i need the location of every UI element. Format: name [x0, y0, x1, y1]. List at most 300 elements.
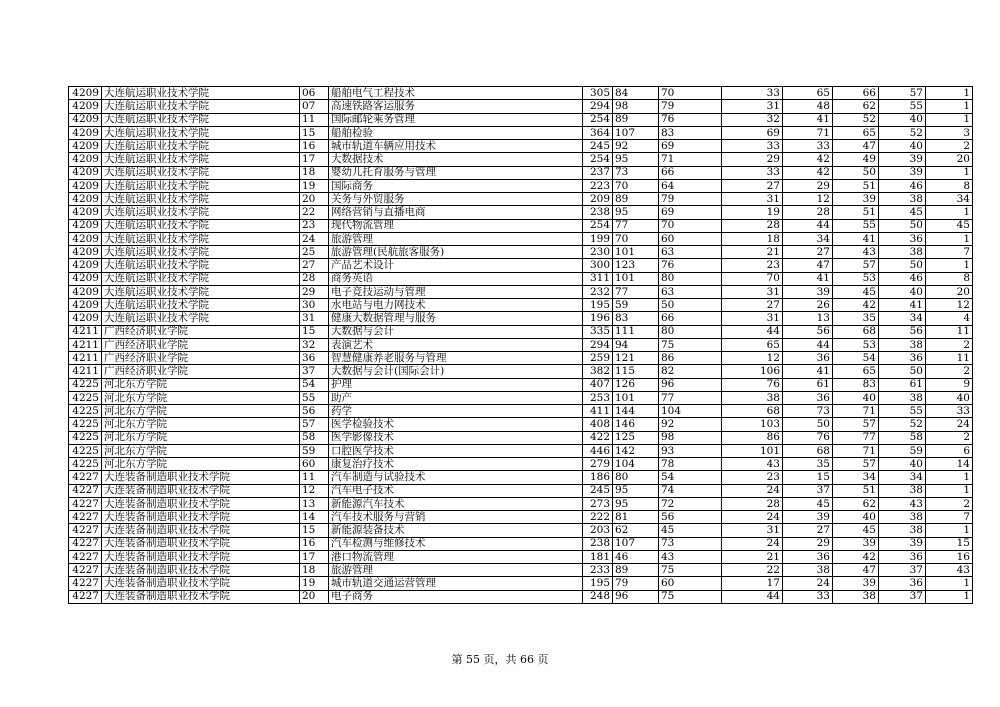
value-cell: 76: [659, 259, 722, 272]
value-cell: 96: [659, 378, 722, 391]
value-cell: 61: [783, 378, 833, 391]
major-code-cell: 23: [300, 219, 329, 232]
table-row: [69, 378, 973, 391]
major-code-cell: 36: [300, 352, 329, 365]
value-cell: 125: [613, 431, 659, 444]
value-cell: 1: [926, 471, 973, 484]
value-cell: 36: [879, 232, 926, 245]
major-code-cell: 12: [300, 484, 329, 497]
value-cell: 50: [783, 418, 833, 431]
value-cell: 28: [722, 497, 783, 510]
value-cell: 2: [926, 365, 973, 378]
major-code-cell: 20: [300, 590, 329, 603]
major-name-cell: 智慧健康养老服务与管理: [329, 352, 583, 365]
school-name-cell: 大连航运职业技术学院: [102, 259, 300, 272]
value-cell: 46: [879, 179, 926, 192]
school-name-cell: 大连装备制造职业技术学院: [102, 577, 300, 590]
value-cell: 31: [722, 312, 783, 325]
school-code-cell: 4209: [69, 126, 102, 139]
value-cell: 38: [879, 484, 926, 497]
value-cell: 38: [879, 246, 926, 259]
school-name-cell: 广西经济职业学院: [102, 352, 300, 365]
value-cell: 52: [833, 113, 879, 126]
school-code-cell: 4209: [69, 312, 102, 325]
value-cell: 3: [926, 126, 973, 139]
table-row: [69, 458, 973, 471]
value-cell: 196: [583, 312, 613, 325]
table-body: [69, 87, 973, 604]
value-cell: 181: [583, 550, 613, 563]
value-cell: 233: [583, 564, 613, 577]
table-row: [69, 511, 973, 524]
school-code-cell: 4211: [69, 352, 102, 365]
value-cell: 40: [879, 113, 926, 126]
value-cell: 59: [613, 299, 659, 312]
value-cell: 24: [722, 484, 783, 497]
value-cell: 9: [926, 378, 973, 391]
value-cell: 254: [583, 219, 613, 232]
value-cell: 31: [722, 285, 783, 298]
value-cell: 77: [833, 431, 879, 444]
table-row: [69, 524, 973, 537]
value-cell: 58: [879, 431, 926, 444]
value-cell: 89: [613, 564, 659, 577]
value-cell: 93: [659, 444, 722, 457]
school-code-cell: 4209: [69, 193, 102, 206]
value-cell: 70: [659, 87, 722, 100]
value-cell: 41: [783, 272, 833, 285]
school-code-cell: 4209: [69, 153, 102, 166]
school-name-cell: 大连航运职业技术学院: [102, 206, 300, 219]
major-code-cell: 29: [300, 285, 329, 298]
table-row: [69, 140, 973, 153]
value-cell: 66: [659, 166, 722, 179]
school-code-cell: 4227: [69, 484, 102, 497]
value-cell: 1: [926, 259, 973, 272]
value-cell: 45: [833, 524, 879, 537]
value-cell: 65: [833, 365, 879, 378]
major-code-cell: 24: [300, 232, 329, 245]
value-cell: 38: [833, 590, 879, 603]
value-cell: 55: [879, 100, 926, 113]
value-cell: 62: [833, 497, 879, 510]
major-code-cell: 59: [300, 444, 329, 457]
school-code-cell: 4225: [69, 405, 102, 418]
major-name-cell: 国际商务: [329, 179, 583, 192]
school-code-cell: 4225: [69, 431, 102, 444]
value-cell: 98: [613, 100, 659, 113]
value-cell: 65: [783, 87, 833, 100]
value-cell: 34: [879, 312, 926, 325]
value-cell: 39: [783, 511, 833, 524]
school-code-cell: 4209: [69, 299, 102, 312]
value-cell: 51: [833, 179, 879, 192]
major-name-cell: 产品艺术设计: [329, 259, 583, 272]
school-code-cell: 4209: [69, 272, 102, 285]
value-cell: 98: [659, 431, 722, 444]
value-cell: 238: [583, 537, 613, 550]
school-name-cell: 大连航运职业技术学院: [102, 179, 300, 192]
value-cell: 12: [783, 193, 833, 206]
value-cell: 95: [613, 206, 659, 219]
value-cell: 68: [833, 325, 879, 338]
page-footer: 第 55 页，共 66 页: [451, 653, 549, 666]
value-cell: 86: [722, 431, 783, 444]
value-cell: 33: [783, 140, 833, 153]
value-cell: 24: [722, 537, 783, 550]
table-row: [69, 272, 973, 285]
major-code-cell: 15: [300, 325, 329, 338]
value-cell: 40: [879, 285, 926, 298]
value-cell: 52: [879, 126, 926, 139]
major-name-cell: 助产: [329, 391, 583, 404]
value-cell: 49: [833, 153, 879, 166]
value-cell: 254: [583, 153, 613, 166]
major-code-cell: 11: [300, 471, 329, 484]
table-row: [69, 87, 973, 100]
school-code-cell: 4227: [69, 577, 102, 590]
value-cell: 36: [783, 352, 833, 365]
value-cell: 73: [613, 166, 659, 179]
school-code-cell: 4227: [69, 471, 102, 484]
value-cell: 38: [879, 193, 926, 206]
major-code-cell: 31: [300, 312, 329, 325]
value-cell: 29: [783, 537, 833, 550]
value-cell: 144: [613, 405, 659, 418]
value-cell: 63: [659, 285, 722, 298]
value-cell: 92: [613, 140, 659, 153]
admission-score-table: [68, 86, 973, 604]
value-cell: 50: [879, 219, 926, 232]
school-name-cell: 大连航运职业技术学院: [102, 219, 300, 232]
value-cell: 89: [613, 193, 659, 206]
value-cell: 8: [926, 272, 973, 285]
admission-score-table-container: [68, 86, 973, 604]
major-name-cell: 旅游管理: [329, 232, 583, 245]
value-cell: 34: [833, 471, 879, 484]
value-cell: 33: [722, 166, 783, 179]
value-cell: 46: [879, 272, 926, 285]
value-cell: 54: [659, 471, 722, 484]
value-cell: 15: [926, 537, 973, 550]
value-cell: 44: [783, 219, 833, 232]
value-cell: 115: [613, 365, 659, 378]
value-cell: 53: [833, 338, 879, 351]
value-cell: 186: [583, 471, 613, 484]
value-cell: 57: [833, 418, 879, 431]
major-name-cell: 大数据技术: [329, 153, 583, 166]
value-cell: 40: [926, 391, 973, 404]
table-row: [69, 590, 973, 603]
value-cell: 36: [879, 577, 926, 590]
value-cell: 59: [879, 444, 926, 457]
value-cell: 76: [659, 113, 722, 126]
major-code-cell: 11: [300, 113, 329, 126]
value-cell: 43: [926, 564, 973, 577]
value-cell: 77: [659, 391, 722, 404]
value-cell: 75: [659, 564, 722, 577]
table-row: [69, 405, 973, 418]
school-code-cell: 4209: [69, 113, 102, 126]
value-cell: 39: [783, 285, 833, 298]
value-cell: 222: [583, 511, 613, 524]
value-cell: 45: [659, 524, 722, 537]
value-cell: 33: [722, 140, 783, 153]
value-cell: 40: [879, 458, 926, 471]
value-cell: 101: [722, 444, 783, 457]
major-name-cell: 城市轨道车辆应用技术: [329, 140, 583, 153]
value-cell: 24: [722, 511, 783, 524]
major-code-cell: 28: [300, 272, 329, 285]
value-cell: 35: [833, 312, 879, 325]
value-cell: 29: [722, 153, 783, 166]
value-cell: 50: [879, 365, 926, 378]
value-cell: 44: [722, 590, 783, 603]
value-cell: 57: [833, 259, 879, 272]
major-name-cell: 旅游管理: [329, 564, 583, 577]
value-cell: 408: [583, 418, 613, 431]
major-name-cell: 电子商务: [329, 590, 583, 603]
school-name-cell: 大连装备制造职业技术学院: [102, 471, 300, 484]
value-cell: 31: [722, 193, 783, 206]
major-code-cell: 55: [300, 391, 329, 404]
major-name-cell: 水电站与电力网技术: [329, 299, 583, 312]
value-cell: 80: [659, 272, 722, 285]
major-name-cell: 健康大数据管理与服务: [329, 312, 583, 325]
school-name-cell: 大连装备制造职业技术学院: [102, 497, 300, 510]
value-cell: 71: [833, 405, 879, 418]
value-cell: 28: [722, 219, 783, 232]
value-cell: 35: [783, 458, 833, 471]
value-cell: 44: [722, 325, 783, 338]
major-code-cell: 18: [300, 166, 329, 179]
major-name-cell: 护理: [329, 378, 583, 391]
major-code-cell: 15: [300, 126, 329, 139]
table-row: [69, 179, 973, 192]
value-cell: 273: [583, 497, 613, 510]
value-cell: 38: [879, 338, 926, 351]
value-cell: 71: [833, 444, 879, 457]
value-cell: 45: [783, 497, 833, 510]
value-cell: 52: [879, 418, 926, 431]
value-cell: 142: [613, 444, 659, 457]
table-row: [69, 299, 973, 312]
table-row: [69, 564, 973, 577]
value-cell: 38: [879, 511, 926, 524]
value-cell: 43: [833, 246, 879, 259]
value-cell: 31: [722, 524, 783, 537]
major-name-cell: 港口物流管理: [329, 550, 583, 563]
major-code-cell: 15: [300, 524, 329, 537]
major-name-cell: 旅游管理(民航旅客服务): [329, 246, 583, 259]
school-code-cell: 4227: [69, 524, 102, 537]
value-cell: 364: [583, 126, 613, 139]
value-cell: 12: [926, 299, 973, 312]
value-cell: 79: [613, 577, 659, 590]
major-code-cell: 27: [300, 259, 329, 272]
school-name-cell: 大连航运职业技术学院: [102, 153, 300, 166]
value-cell: 92: [659, 418, 722, 431]
value-cell: 20: [926, 153, 973, 166]
value-cell: 294: [583, 338, 613, 351]
school-code-cell: 4209: [69, 246, 102, 259]
value-cell: 80: [613, 471, 659, 484]
table-row: [69, 126, 973, 139]
school-code-cell: 4211: [69, 325, 102, 338]
value-cell: 311: [583, 272, 613, 285]
value-cell: 65: [833, 126, 879, 139]
table-row: [69, 338, 973, 351]
value-cell: 79: [659, 100, 722, 113]
major-name-cell: 关务与外贸服务: [329, 193, 583, 206]
table-row: [69, 232, 973, 245]
value-cell: 73: [783, 405, 833, 418]
major-name-cell: 大数据与会计: [329, 325, 583, 338]
value-cell: 2: [926, 140, 973, 153]
school-name-cell: 河北东方学院: [102, 431, 300, 444]
value-cell: 57: [833, 458, 879, 471]
value-cell: 69: [659, 140, 722, 153]
table-row: [69, 285, 973, 298]
value-cell: 294: [583, 100, 613, 113]
value-cell: 68: [722, 405, 783, 418]
value-cell: 126: [613, 378, 659, 391]
value-cell: 96: [613, 590, 659, 603]
major-code-cell: 07: [300, 100, 329, 113]
value-cell: 230: [583, 246, 613, 259]
school-name-cell: 河北东方学院: [102, 391, 300, 404]
value-cell: 38: [783, 564, 833, 577]
value-cell: 21: [722, 246, 783, 259]
value-cell: 62: [833, 100, 879, 113]
value-cell: 43: [659, 550, 722, 563]
school-code-cell: 4225: [69, 391, 102, 404]
value-cell: 254: [583, 113, 613, 126]
table-row: [69, 365, 973, 378]
value-cell: 305: [583, 87, 613, 100]
school-name-cell: 河北东方学院: [102, 378, 300, 391]
value-cell: 24: [783, 577, 833, 590]
school-code-cell: 4209: [69, 219, 102, 232]
value-cell: 75: [659, 590, 722, 603]
school-code-cell: 4209: [69, 179, 102, 192]
value-cell: 46: [613, 550, 659, 563]
value-cell: 94: [613, 338, 659, 351]
table-row: [69, 471, 973, 484]
school-name-cell: 广西经济职业学院: [102, 338, 300, 351]
value-cell: 57: [879, 87, 926, 100]
table-row: [69, 193, 973, 206]
school-name-cell: 广西经济职业学院: [102, 365, 300, 378]
major-code-cell: 37: [300, 365, 329, 378]
school-code-cell: 4225: [69, 418, 102, 431]
school-name-cell: 河北东方学院: [102, 405, 300, 418]
value-cell: 18: [722, 232, 783, 245]
major-name-cell: 网络营销与直播电商: [329, 206, 583, 219]
value-cell: 41: [833, 232, 879, 245]
table-row: [69, 166, 973, 179]
value-cell: 45: [833, 285, 879, 298]
value-cell: 70: [613, 179, 659, 192]
value-cell: 1: [926, 524, 973, 537]
value-cell: 42: [833, 299, 879, 312]
value-cell: 76: [722, 378, 783, 391]
value-cell: 70: [722, 272, 783, 285]
value-cell: 34: [926, 193, 973, 206]
table-row: [69, 391, 973, 404]
major-code-cell: 06: [300, 87, 329, 100]
value-cell: 103: [722, 418, 783, 431]
value-cell: 36: [783, 550, 833, 563]
value-cell: 80: [659, 325, 722, 338]
school-name-cell: 大连航运职业技术学院: [102, 285, 300, 298]
value-cell: 50: [659, 299, 722, 312]
value-cell: 81: [613, 511, 659, 524]
value-cell: 38: [722, 391, 783, 404]
major-name-cell: 电子竞技运动与管理: [329, 285, 583, 298]
major-code-cell: 13: [300, 497, 329, 510]
school-name-cell: 大连航运职业技术学院: [102, 232, 300, 245]
major-name-cell: 大数据与会计(国际会计): [329, 365, 583, 378]
value-cell: 38: [879, 391, 926, 404]
value-cell: 83: [659, 126, 722, 139]
table-row: [69, 444, 973, 457]
value-cell: 33: [926, 405, 973, 418]
value-cell: 62: [613, 524, 659, 537]
value-cell: 203: [583, 524, 613, 537]
value-cell: 39: [833, 537, 879, 550]
major-code-cell: 17: [300, 550, 329, 563]
value-cell: 27: [783, 524, 833, 537]
value-cell: 89: [613, 113, 659, 126]
value-cell: 245: [583, 140, 613, 153]
value-cell: 39: [879, 153, 926, 166]
value-cell: 101: [613, 246, 659, 259]
value-cell: 20: [926, 285, 973, 298]
value-cell: 32: [722, 113, 783, 126]
value-cell: 121: [613, 352, 659, 365]
value-cell: 77: [613, 285, 659, 298]
major-code-cell: 14: [300, 511, 329, 524]
school-name-cell: 大连航运职业技术学院: [102, 140, 300, 153]
table-row: [69, 352, 973, 365]
value-cell: 1: [926, 577, 973, 590]
value-cell: 23: [722, 259, 783, 272]
school-code-cell: 4225: [69, 378, 102, 391]
value-cell: 72: [659, 497, 722, 510]
value-cell: 71: [783, 126, 833, 139]
school-code-cell: 4209: [69, 206, 102, 219]
value-cell: 73: [659, 537, 722, 550]
major-code-cell: 58: [300, 431, 329, 444]
major-code-cell: 19: [300, 577, 329, 590]
school-name-cell: 大连航运职业技术学院: [102, 87, 300, 100]
value-cell: 42: [833, 550, 879, 563]
value-cell: 51: [833, 484, 879, 497]
school-name-cell: 大连航运职业技术学院: [102, 113, 300, 126]
school-code-cell: 4225: [69, 444, 102, 457]
value-cell: 64: [659, 179, 722, 192]
value-cell: 39: [833, 577, 879, 590]
value-cell: 237: [583, 166, 613, 179]
value-cell: 33: [722, 87, 783, 100]
school-code-cell: 4211: [69, 365, 102, 378]
major-name-cell: 新能源汽车技术: [329, 497, 583, 510]
school-name-cell: 大连航运职业技术学院: [102, 272, 300, 285]
value-cell: 21: [722, 550, 783, 563]
major-name-cell: 医学检验技术: [329, 418, 583, 431]
value-cell: 335: [583, 325, 613, 338]
